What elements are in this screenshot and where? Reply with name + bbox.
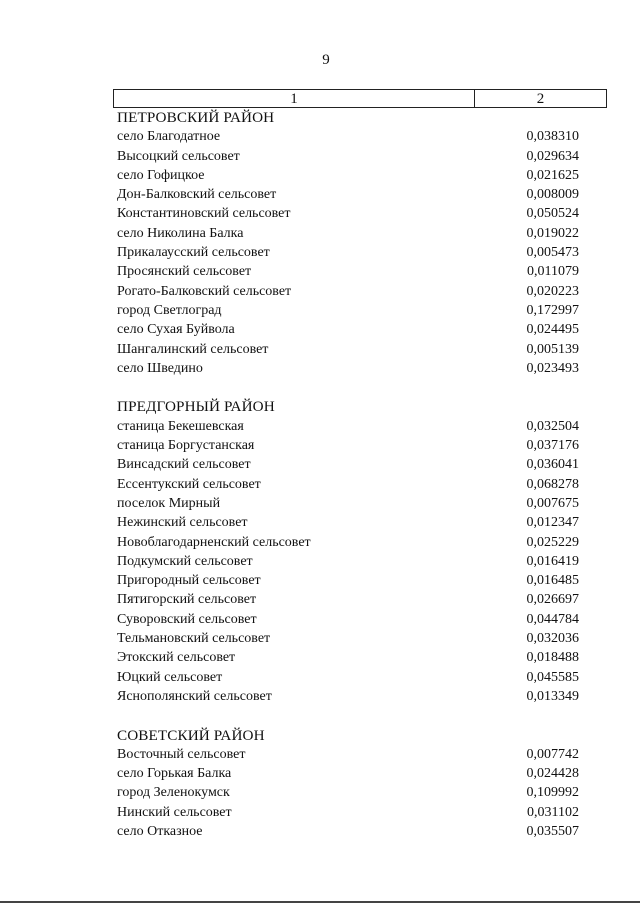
- settlement-name: Юцкий сельсовет: [117, 669, 223, 685]
- table-row: [117, 185, 579, 204]
- table-row: [117, 243, 579, 262]
- table-row: [117, 648, 579, 667]
- settlement-name: поселок Мирный: [117, 495, 221, 511]
- table-row: [117, 513, 579, 532]
- coefficient-value: 0,109992: [526, 785, 579, 801]
- settlement-name: Тельмановский сельсовет: [117, 631, 271, 647]
- settlement-name: Новоблагодарненский сельсовет: [117, 534, 311, 550]
- settlement-name: Просянский сельсовет: [117, 264, 252, 280]
- table-row: [117, 822, 579, 841]
- coefficient-value: 0,035507: [526, 823, 579, 839]
- bottom-rule: [0, 901, 640, 903]
- coefficient-value: 0,032036: [526, 631, 579, 647]
- table-row: [117, 224, 579, 243]
- table-row: [117, 590, 579, 609]
- coefficient-value: 0,005473: [526, 245, 579, 261]
- settlement-name: Яснополянский сельсовет: [117, 688, 272, 704]
- table-row: [117, 803, 579, 822]
- table-row: [117, 127, 579, 146]
- section-title: ПЕТРОВСКИЙ РАЙОН: [117, 109, 275, 126]
- table-row: [117, 262, 579, 281]
- coefficient-value: 0,068278: [526, 476, 579, 492]
- settlement-name: село Николина Балка: [117, 225, 244, 241]
- district-sections: [117, 108, 579, 841]
- table-row: [117, 436, 579, 455]
- coefficient-value: 0,172997: [526, 302, 579, 318]
- settlement-name: село Шведино: [117, 360, 203, 376]
- settlement-name: Дон-Балковский сельсовет: [117, 187, 277, 203]
- coefficient-value: 0,026697: [526, 592, 579, 608]
- coefficient-value: 0,016485: [526, 573, 579, 589]
- coefficient-value: 0,032504: [526, 418, 579, 434]
- settlement-name: город Зеленокумск: [117, 785, 230, 801]
- section-title: СОВЕТСКИЙ РАЙОН: [117, 726, 265, 744]
- page-number: 9: [322, 52, 330, 68]
- settlement-name: Прикалаусский сельсовет: [117, 245, 270, 261]
- settlement-name: Нинский сельсовет: [117, 804, 232, 820]
- settlement-name: Пригородный сельсовет: [117, 573, 261, 589]
- table-row: [117, 533, 579, 552]
- settlement-name: село Отказное: [117, 823, 203, 839]
- settlement-name: Ессентукский сельсовет: [117, 476, 261, 492]
- coefficient-value: 0,005139: [526, 341, 579, 357]
- coefficient-value: 0,018488: [526, 650, 579, 666]
- coefficient-value: 0,012347: [526, 515, 579, 531]
- settlement-name: село Сухая Буйвола: [117, 322, 235, 338]
- coefficient-value: 0,044784: [526, 611, 579, 627]
- coefficient-value: 0,031102: [527, 804, 579, 820]
- table-row: [117, 340, 579, 359]
- coefficient-value: 0,020223: [526, 283, 579, 299]
- table-row: [117, 475, 579, 494]
- table-row: [117, 301, 579, 320]
- settlement-name: село Гофицкое: [117, 167, 205, 183]
- coefficient-value: 0,038310: [526, 129, 579, 145]
- settlement-name: город Светлоград: [117, 302, 222, 318]
- table-row: [117, 282, 579, 301]
- coefficient-value: 0,007742: [526, 746, 579, 762]
- section-spacer: [117, 706, 579, 725]
- settlement-name: село Горькая Балка: [117, 766, 232, 782]
- table-row: [117, 764, 579, 783]
- table-row: [117, 668, 579, 687]
- coefficient-value: 0,023493: [526, 360, 579, 376]
- table-row: [117, 166, 579, 185]
- coefficient-value: 0,013349: [526, 688, 579, 704]
- section-title: ПРЕДГОРНЫЙ РАЙОН: [117, 398, 275, 416]
- table-row: [117, 147, 579, 166]
- settlement-name: Пятигорский сельсовет: [117, 592, 257, 608]
- table-row: [117, 359, 579, 378]
- table-header: [113, 89, 607, 108]
- settlement-name: Подкумский сельсовет: [117, 553, 253, 569]
- settlement-name: станица Боргустанская: [117, 438, 255, 454]
- table-row: [117, 610, 579, 629]
- settlement-name: село Благодатное: [117, 129, 221, 145]
- column-header-2: 2: [536, 91, 545, 107]
- table-row: [117, 745, 579, 764]
- coefficient-value: 0,036041: [526, 457, 579, 473]
- column-header-1: 1: [114, 90, 475, 107]
- coefficient-value: 0,011079: [527, 264, 579, 280]
- table-row: [117, 783, 579, 802]
- settlement-name: Константиновский сельсовет: [117, 206, 291, 222]
- coefficient-value: 0,007675: [526, 495, 579, 511]
- settlement-name: Шангалинский сельсовет: [117, 341, 269, 357]
- coefficient-value: 0,037176: [526, 438, 579, 454]
- coefficient-value: 0,045585: [526, 669, 579, 685]
- settlement-name: Восточный сельсовет: [117, 746, 246, 762]
- settlement-name: Этокский сельсовет: [117, 650, 236, 666]
- coefficient-value: 0,008009: [526, 187, 579, 203]
- settlement-name: Винсадский сельсовет: [117, 457, 251, 473]
- settlement-name: Высоцкий сельсовет: [117, 148, 240, 164]
- coefficient-value: 0,050524: [526, 206, 579, 222]
- table-row: [117, 204, 579, 223]
- coefficient-value: 0,016419: [526, 553, 579, 569]
- table-row: [117, 687, 579, 706]
- coefficient-value: 0,024428: [526, 766, 579, 782]
- settlement-name: Суворовский сельсовет: [117, 611, 257, 627]
- table-row: [117, 629, 579, 648]
- coefficient-value: 0,021625: [526, 167, 579, 183]
- table-row: [117, 552, 579, 571]
- table-row: [117, 320, 579, 339]
- coefficient-value: 0,025229: [526, 534, 579, 550]
- settlement-name: станица Бекешевская: [117, 418, 244, 434]
- coefficient-value: 0,029634: [526, 148, 579, 164]
- table-row: [117, 571, 579, 590]
- settlement-name: Рогато-Балковский сельсовет: [117, 283, 292, 299]
- table-row: [117, 455, 579, 474]
- table-row: [117, 417, 579, 436]
- table-row: [117, 494, 579, 513]
- settlement-name: Нежинский сельсовет: [117, 515, 248, 531]
- coefficient-value: 0,024495: [526, 322, 579, 338]
- coefficient-value: 0,019022: [526, 225, 579, 241]
- section-spacer: [117, 378, 579, 397]
